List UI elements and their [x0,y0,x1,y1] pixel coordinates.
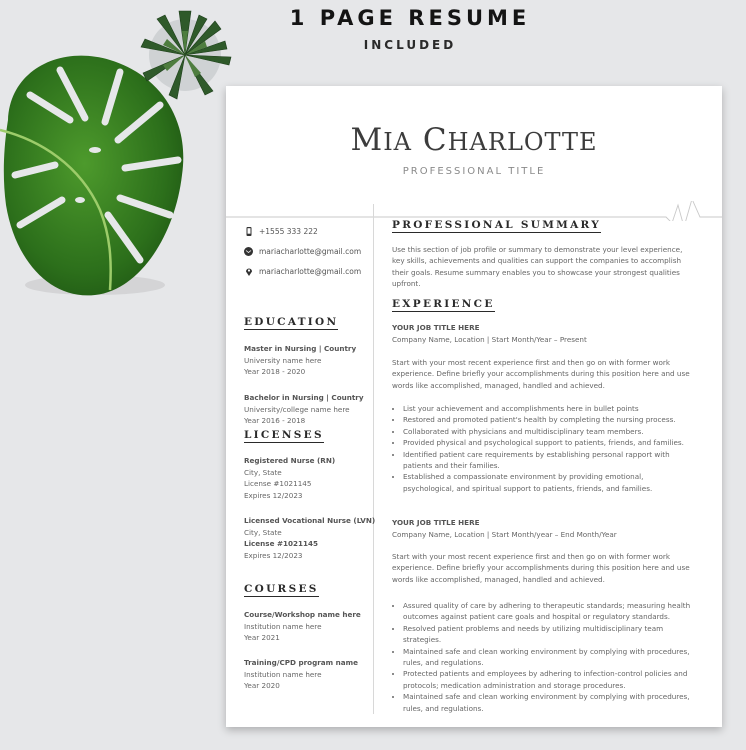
banner-subtitle: INCLUDED [363,38,457,52]
contact-email: mariacharlotte@gmail.com [244,247,361,256]
education-item: Bachelor in Nursing | Country University/college name here Year 2016 - 2018 [244,393,364,425]
job-bullets [392,600,694,714]
list-item: • Assured quality of care by adhering to therapeutic standards; measuring health outcomes against patient care goals and hospital or regulatory standards. [403,600,694,623]
list-item: • Protected patients and employees by adhering to infection-control policies and protocols; medication administration and storage procedures. [403,668,694,691]
list-item: • Maintained safe and clean working environment by complying with procedures, rules, and regulations. [403,691,694,714]
phone-icon [244,227,253,236]
course-item: Training/CPD program name Institution name here Year 2020 [244,658,358,690]
list-item: • Maintained safe and clean working environment by complying with procedures, rules, and regulations. [403,646,694,669]
list-item: • Restored and promoted patient's health by completing the nursing process. [403,414,694,425]
job-company: Company Name, Location | Start Month/year – End Month/Year [392,530,617,539]
job-company: Company Name, Location | Start Month/Year – Present [392,335,587,344]
license-item: Registered Nurse (RN) City, State License #1021145 Expires 12/2023 [244,456,336,500]
summary-text: Use this section of job profile or summary to demonstrate your level experience, key skills, achievements and qualities can support the companies to accomplish their goals. Resume summary enables you to showcase your strongest qualities upfront. [392,245,683,289]
heartbeat-line-icon [226,201,722,221]
location-icon [244,267,253,276]
list-item: • Established a compassionate environment by providing emotional, psychological, and spiritual support to patients, friends, and families. [403,471,694,494]
job-title: YOUR JOB TITLE HERE [392,518,480,527]
monstera-leaf-icon [0,0,240,310]
job-description: Start with your most recent experience first and then go on with former work experience. Define briefly your accomplishments during this position here and use words like accomplished, managed, handled and achieved. [392,358,690,390]
summary-heading: PROFESSIONAL SUMMARY [392,219,602,231]
job-bullets [392,403,694,494]
contact-phone: +1555 333 222 [244,227,318,236]
list-item: • Collaborated with physicians and multidisciplinary team members. [403,426,694,437]
course-item: Course/Workshop name here Institution name here Year 2021 [244,610,361,642]
job-description: Start with your most recent experience first and then go on with former work experience. Define briefly your accomplishments during this position here and use words like accomplished, managed, handled and achieved. [392,552,690,584]
licenses-heading: LICENSES [244,429,324,441]
license-item: Licensed Vocational Nurse (LVN) City, State License #1021145 Expires 12/2023 [244,516,376,560]
contact-location: mariacharlotte@gmail.com [244,267,361,276]
succulent-plant-icon [141,11,231,99]
column-divider [373,204,374,714]
resume-page [226,86,722,727]
list-item: • Provided physical and psychological support to patients, friends, and families. [403,437,694,448]
education-item: Master in Nursing | Country University name here Year 2018 - 2020 [244,344,357,376]
list-item: • Identified patient care requirements by establishing personal rapport with patients and their families. [403,449,694,472]
banner-title: 1 PAGE RESUME [289,6,531,30]
resume-name: MIA CHARLOTTE [350,122,598,158]
list-item: • Resolved patient problems and needs by utilizing multidisciplinary team strategies. [403,623,694,646]
courses-heading: COURSES [244,583,319,595]
email-icon [244,247,253,256]
list-item: • List your achievement and accomplishments here in bullet points [403,403,694,414]
education-heading: EDUCATION [244,316,339,328]
job-title: YOUR JOB TITLE HERE [392,323,480,332]
experience-heading: EXPERIENCE [392,298,495,310]
professional-title: PROFESSIONAL TITLE [402,166,546,177]
